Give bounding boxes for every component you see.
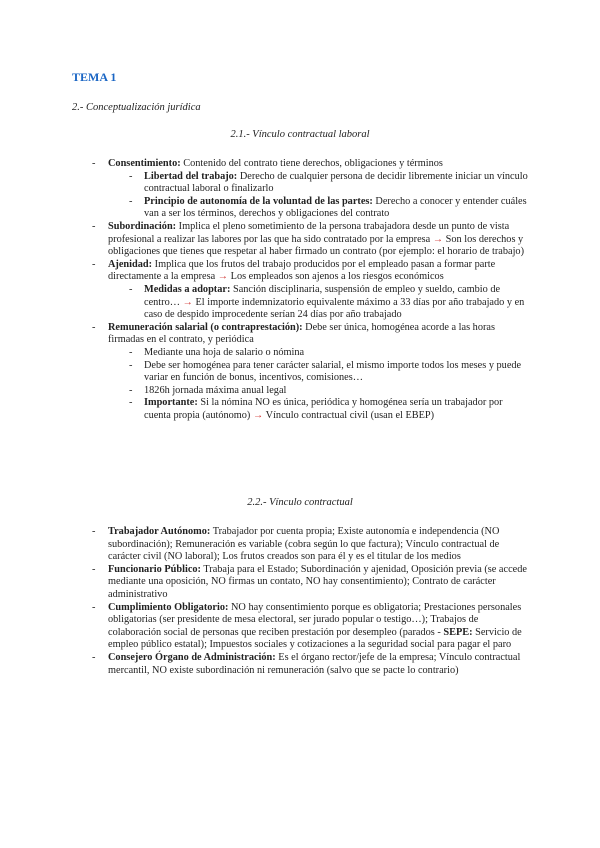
item-text: Derecho de cualquier persona de decidir libremente iniciar un vínculo contractual laboral o finalizarlo	[144, 170, 528, 195]
bullet-dash: -	[92, 158, 96, 169]
bullet-dash: -	[92, 563, 96, 575]
item-label: Principio de autonomía de la voluntad de las partes:	[144, 195, 373, 207]
item-text-continued: Son los derechos y obligaciones que tienes que respetar al haber firmado un contrato (por ejemplo: el horario de trabajo)	[108, 233, 525, 258]
arrow-icon: →	[217, 271, 229, 283]
document-title: TEMA 1	[72, 70, 117, 84]
item-text: Es el órgano rector/jefe de la empresa; Vínculo contractual mercantil, NO existe subordinación ni remuneración (salvo que se pacte lo contrario)	[108, 651, 521, 676]
item-text-continued: El importe indemnizatorio equivalente máximo a 33 días por año trabajado y en caso de despido improcedente serían 24 días por año trabajado	[144, 296, 525, 321]
list-item	[0, 347, 528, 360]
item-label-secondary: SEPE:	[443, 626, 473, 638]
bullet-dash: -	[92, 601, 96, 613]
item-label: Trabajador Autónomo:	[108, 526, 211, 537]
bullet-dash: -	[92, 651, 96, 663]
item-text: Trabaja para el Estado; Subordinación y ajenidad, Oposición previa (se accede mediante una oposición, NO firmas un contato, NO hay consentimiento); Contrato de carácter administrativo	[108, 563, 527, 600]
item-label: Funcionario Público:	[108, 563, 201, 575]
bullet-list-contractual	[0, 526, 528, 677]
bullet-dash: -	[129, 283, 133, 295]
item-text: Derecho a conocer y entender cuáles van a ser los términos, derechos y obligaciones del contrato	[144, 195, 527, 220]
section-heading: 2.- Conceptualización jurídica	[72, 102, 201, 113]
item-label: Ajenidad:	[108, 258, 153, 270]
item-text: Mediante una hoja de salario o nómina	[144, 346, 305, 358]
list-item	[0, 171, 528, 196]
item-text: Trabajador por cuenta propia; Existe autonomía e independencia (NO subordinación); Remuneración es variable (cobra según lo que factura); Vínculo contractual de carácter civil (NO laboral); Los frutos creados son para él y es el titular de los medios	[108, 526, 500, 563]
bullet-dash: -	[129, 346, 133, 358]
list-item	[0, 652, 528, 677]
list-item	[0, 602, 528, 652]
item-text-continued: Los empleados son ajenos a los riesgos económicos	[228, 271, 444, 283]
item-label: Remuneración salarial (o contraprestación):	[108, 321, 303, 333]
bullet-dash: -	[129, 359, 133, 371]
item-text: Debe ser única, homogénea acorde a las horas firmadas en el contrato, y periódica	[108, 321, 495, 346]
item-label: Medidas a adoptar:	[144, 283, 231, 295]
arrow-icon: →	[252, 409, 264, 421]
bullet-dash: -	[92, 321, 96, 333]
list-item	[0, 322, 528, 347]
list-item	[0, 397, 528, 422]
item-text-continued: Vínculo contractual civil (usan el EBEP)	[263, 409, 435, 421]
list-item	[0, 564, 528, 602]
item-label: Consejero Órgano de Administración:	[108, 651, 276, 663]
list-item	[0, 196, 528, 221]
bullet-dash: -	[92, 220, 96, 232]
item-text: Contenido del contrato tiene derechos, obligaciones y términos	[180, 158, 443, 169]
item-text: Implica el pleno sometimiento de la persona trabajadora desde un punto de vista profesional a realizar las labores por las que ha sido contratado por la empresa	[108, 220, 510, 245]
list-item	[0, 360, 528, 385]
item-text: Implica que los frutos del trabajo producidos por el empleado pasan a formar parte directamente a la empresa	[108, 258, 496, 283]
item-label: Importante:	[144, 397, 198, 409]
item-label: Libertad del trabajo:	[144, 170, 238, 182]
arrow-icon: →	[182, 296, 193, 308]
bullet-dash: -	[129, 397, 133, 409]
list-item	[0, 385, 528, 398]
item-text: 1826h jornada máxima anual legal	[144, 384, 287, 396]
bullet-list-laboral	[0, 158, 528, 422]
list-item	[0, 221, 528, 259]
subsection-heading-laboral: 2.1.- Vínculo contractual laboral	[230, 129, 370, 140]
list-item	[0, 526, 528, 564]
bullet-dash: -	[129, 195, 133, 207]
list-item	[0, 259, 528, 284]
item-text: Sanción disciplinaria, suspensión de empleo y sueldo, cambio de centro…	[144, 283, 501, 308]
item-text: Debe ser homogénea para tener carácter salarial, el mismo importe todos los meses y puede variar en función de bonus, incentivos, comisiones…	[144, 359, 522, 384]
item-label: Cumplimiento Obligatorio:	[108, 601, 229, 613]
item-text: NO hay consentimiento porque es obligatoria; Prestaciones personales obligatorias (ser presidente de mesa electoral, ser jurado popular o testigo…); Trabajos de colaboración social de personas que reciben prestación por desempleo (parados -	[108, 601, 522, 638]
item-label: Subordinación:	[108, 220, 177, 232]
item-text: Si la nómina NO es única, periódica y homogénea sería un trabajador por cuenta propia (autónomo)	[144, 397, 503, 421]
bullet-dash: -	[129, 384, 133, 396]
bullet-dash: -	[129, 170, 133, 182]
bullet-dash: -	[92, 526, 96, 537]
subsection-heading-contractual: 2.2.- Vínculo contractual	[247, 497, 353, 508]
list-item	[0, 158, 528, 171]
item-text-continued: Servicio de empleo público estatal); Impuestos sociales y cotizaciones a la seguridad social para pagar el paro	[108, 626, 522, 651]
list-item	[0, 284, 528, 322]
item-label: Consentimiento:	[108, 158, 181, 169]
arrow-icon: →	[432, 233, 444, 245]
bullet-dash: -	[92, 258, 96, 270]
